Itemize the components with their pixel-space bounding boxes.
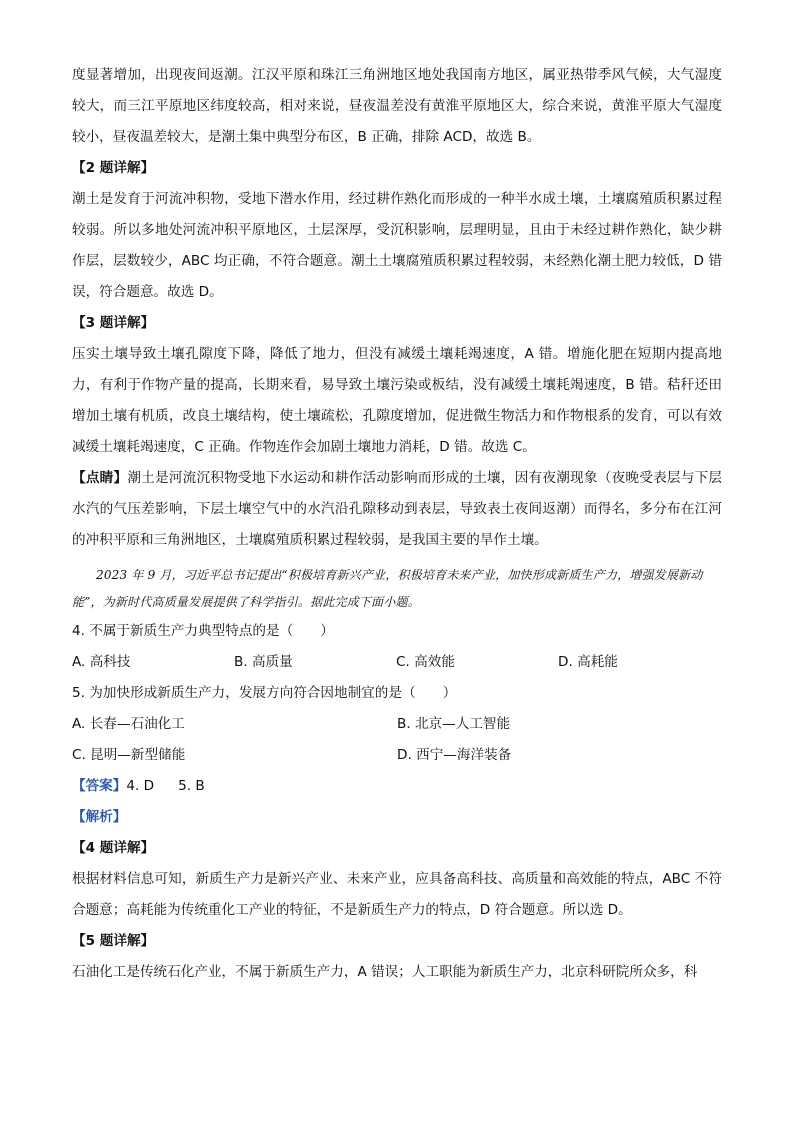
question-4-stem: 4. 不属于新质生产力典型特点的是（ ） (72, 623, 334, 639)
material-passage: 2023 年 9 月，习近平总书记提出“积极培育新兴产业，积极培育未来产业，加快形成新质生产力，增强发展新动能”，为新时代高质量发展提供了科学指引。据此完成下面小题。 (72, 568, 703, 609)
paragraph-q4-detail: 根据材料信息可知，新质生产力是新兴产业、未来产业，应具备高科技、高质量和高效能的特点，ABC 不符合题意；高耗能为传统重化工产业的特征，不是新质生产力的特点，D 符合题意。所以选 D。 (72, 871, 722, 918)
q4-option-a: A. 高科技 (72, 654, 131, 670)
question-4-options (72, 647, 722, 678)
question-5-options-row1 (72, 709, 722, 740)
heading-q5-detail: 【5 题详解】 (72, 933, 155, 949)
paragraph-q5-detail: 石油化工是传统石化产业，不属于新质生产力，A 错误；人工职能为新质生产力，北京科研院所众多，科 (72, 964, 698, 980)
paragraph-q1-continued: 度显著增加，出现夜间返潮。江汉平原和珠江三角洲地区地处我国南方地区，属亚热带季风气候，大气湿度较大，而三江平原地区纬度较高，相对来说，昼夜温差没有黄淮平原地区大，综合来说，黄淮平原大气湿度较小，昼夜温差较大，是潮土集中典型分布区，B 正确，排除 ACD，故选 B。 (72, 67, 722, 145)
q4-option-b: B. 高质量 (234, 654, 293, 670)
q5-option-d: D. 西宁—海洋装备 (397, 747, 512, 763)
answer-5: 5. B (178, 778, 205, 794)
paragraph-q3-detail: 压实土壤导致土壤孔隙度下降，降低了地力，但没有减缓土壤耗竭速度，A 错。增施化肥在短期内提高地力，有利于作物产量的提高，长期来看，易导致土壤污染或板结，没有减缓土壤耗竭速度，B 错。秸秆还田增加土壤有机质，改良土壤结构，使土壤疏松，孔隙度增加，促进微生物活力和作物根系的发育，可以有效减缓土壤耗竭速度，C 正确。作物连作会加剧土壤地力消耗，D 错。故选 C。 (72, 346, 722, 455)
document-page (72, 60, 722, 988)
answer-line (72, 771, 722, 802)
q5-option-b: B. 北京—人工智能 (397, 716, 511, 732)
heading-q2-detail: 【2 题详解】 (72, 160, 155, 176)
q4-option-d: D. 高耗能 (558, 654, 618, 670)
answer-tag: 【答案】 (72, 778, 127, 794)
dianjing-tag: 【点睛】 (72, 470, 128, 486)
heading-q3-detail: 【3 题详解】 (72, 315, 155, 331)
answer-4: 4. D (126, 778, 155, 794)
dianjing-text: 潮土是河流沉积物受地下水运动和耕作活动影响而形成的土壤，因有夜潮现象（夜晚受表层与下层水汽的气压差影响，下层土壤空气中的水汽沿孔隙移动到表层，导致表土夜间返潮）而得名，多分布在江河的冲积平原和三角洲地区，土壤腐殖质积累过程较弱，是我国主要的旱作土壤。 (72, 470, 723, 548)
heading-q4-detail: 【4 题详解】 (72, 840, 155, 856)
question-5-stem: 5. 为加快形成新质生产力，发展方向符合因地制宜的是（ ） (72, 685, 457, 701)
paragraph-q2-detail: 潮土是发育于河流冲积物，受地下潜水作用，经过耕作熟化而形成的一种半水成土壤，土壤腐殖质积累过程较弱。所以多地处河流冲积平原地区，土层深厚，受沉积影响，层理明显，且由于未经过耕作熟化，缺少耕作层，层数较少，ABC 均正确，不符合题意。潮土土壤腐殖质积累过程较弱，未经熟化潮土肥力较低，D 错误，符合题意。故选 D。 (72, 191, 722, 300)
q4-option-c: C. 高效能 (396, 654, 455, 670)
paragraph-dianjing (72, 463, 722, 556)
q5-option-c: C. 昆明—新型储能 (72, 747, 186, 763)
jiexi-heading: 【解析】 (72, 809, 127, 825)
question-5-options-row2 (72, 740, 722, 771)
q5-option-a: A. 长春—石油化工 (72, 716, 185, 732)
